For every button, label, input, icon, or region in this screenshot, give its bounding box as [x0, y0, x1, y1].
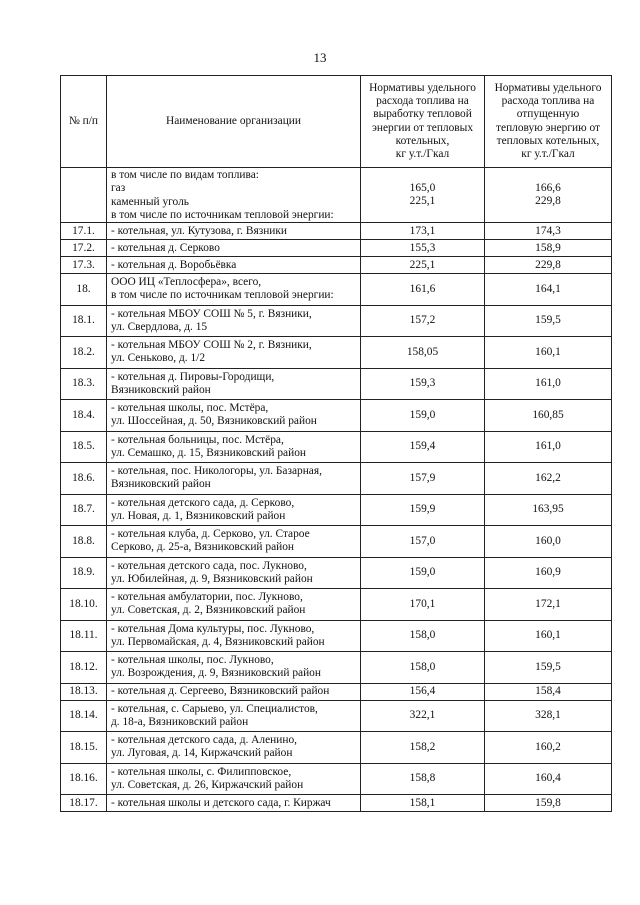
organization-name-line: - котельная клуба, д. Серково, ул. Старое	[111, 528, 310, 541]
table-row	[61, 620, 612, 652]
table-row	[61, 683, 612, 700]
row-num: 18.13.	[61, 683, 107, 700]
organization-name-line: ООО ИЦ «Теплосфера», всего,	[111, 276, 262, 289]
organization-name	[107, 557, 361, 589]
row-num: 18.7.	[61, 494, 107, 526]
row-num: 17.2.	[61, 240, 107, 257]
production-norm: 159,3	[361, 368, 485, 400]
organization-name	[107, 223, 361, 240]
organization-name	[107, 257, 361, 274]
header-release-line: тепловую энергию от	[496, 121, 600, 134]
fuel-release-value: 229,8	[535, 195, 561, 208]
row-num: 18.14.	[61, 700, 107, 732]
production-norm: 158,1	[361, 795, 485, 812]
organization-name-line: - котельная МБОУ СОШ № 2, г. Вязники,	[111, 339, 312, 352]
header-release-line: тепловых котельных,	[496, 134, 600, 147]
table-row	[61, 368, 612, 400]
production-norm: 155,3	[361, 240, 485, 257]
organization-name-line: - котельная детского сада, пос. Лукново,	[111, 559, 307, 572]
organization-name-line: - котельная детского сада, д. Аленино,	[111, 734, 297, 747]
table-row	[61, 431, 612, 463]
release-norm: 162,2	[485, 463, 612, 495]
production-norm: 158,05	[361, 337, 485, 369]
organization-name	[107, 368, 361, 400]
row-num: 17.3.	[61, 257, 107, 274]
production-norm: 156,4	[361, 683, 485, 700]
production-norm: 157,0	[361, 526, 485, 558]
row-num: 18.3.	[61, 368, 107, 400]
table-row	[61, 557, 612, 589]
header-release-line: расхода топлива на	[501, 94, 595, 107]
organization-name-line: - котельная школы и детского сада, г. Киржач	[111, 796, 331, 809]
release-norm: 159,5	[485, 652, 612, 684]
row-num: 18.6.	[61, 463, 107, 495]
organization-name-line: - котельная Дома культуры, пос. Лукново,	[111, 622, 315, 635]
organization-name-line: ул. Юбилейная, д. 9, Вязниковский район	[111, 572, 313, 585]
organization-name	[107, 337, 361, 369]
fuel-type-line: в том числе по источникам тепловой энергии:	[111, 208, 334, 221]
production-norm: 159,9	[361, 494, 485, 526]
organization-name-line: ул. Семашко, д. 15, Вязниковский район	[111, 446, 307, 459]
organization-name-line: - котельная, с. Сарыево, ул. Специалистов,	[111, 702, 318, 715]
table-row	[61, 795, 612, 812]
production-norm: 158,8	[361, 763, 485, 795]
organization-name	[107, 763, 361, 795]
row-num: 17.1.	[61, 223, 107, 240]
organization-name-line: ул. Возрождения, д. 9, Вязниковский район	[111, 667, 321, 680]
organization-name-line: ул. Сеньково, д. 1/2	[111, 352, 206, 365]
organization-name-line: - котельная школы, пос. Лукново,	[111, 654, 274, 667]
organization-name	[107, 431, 361, 463]
organization-name-line: - котельная школы, пос. Мстёра,	[111, 402, 269, 415]
release-norm: 160,4	[485, 763, 612, 795]
production-norm: 158,2	[361, 732, 485, 764]
release-norm: 164,1	[485, 274, 612, 306]
table-row	[61, 223, 612, 240]
release-norm: 160,0	[485, 526, 612, 558]
organization-name-line: - котельная детского сада, д. Серково,	[111, 496, 295, 509]
production-norm: 225,1	[361, 257, 485, 274]
organization-name-line: - котельная МБОУ СОШ № 5, г. Вязники,	[111, 307, 312, 320]
row-num: 18.15.	[61, 732, 107, 764]
fuel-type-row	[61, 168, 612, 223]
table-row	[61, 589, 612, 621]
header-release-line: кг у.т./Гкал	[521, 148, 575, 161]
organization-name-line: - котельная больницы, пос. Мстёра,	[111, 433, 284, 446]
header-release	[485, 76, 612, 168]
production-norm: 173,1	[361, 223, 485, 240]
production-norm: 170,1	[361, 589, 485, 621]
row-num: 18.	[61, 274, 107, 306]
release-norm: 159,8	[485, 795, 612, 812]
release-norm: 159,5	[485, 305, 612, 337]
row-num: 18.9.	[61, 557, 107, 589]
release-norm: 161,0	[485, 368, 612, 400]
organization-name-line: ул. Свердлова, д. 15	[111, 320, 208, 333]
organization-name-line: - котельная д. Пировы-Городищи,	[111, 370, 275, 383]
row-num: 18.10.	[61, 589, 107, 621]
release-norm: 160,1	[485, 337, 612, 369]
organization-name-line: ул. Советская, д. 2, Вязниковский район	[111, 604, 306, 617]
row-num: 18.5.	[61, 431, 107, 463]
fuel-type-lines	[107, 168, 361, 223]
table-row	[61, 700, 612, 732]
table-row	[61, 652, 612, 684]
header-release-line: отпущенную	[516, 108, 580, 121]
organization-name	[107, 620, 361, 652]
organization-name	[107, 463, 361, 495]
header-release-line: Нормативы удельного	[494, 81, 602, 94]
table-row	[61, 400, 612, 432]
organization-name-line: Вязниковский район	[111, 478, 211, 491]
row-num: 18.8.	[61, 526, 107, 558]
organization-name-line: - котельная д. Серково	[111, 241, 220, 254]
organization-name	[107, 732, 361, 764]
organization-name	[107, 305, 361, 337]
release-norm: 158,9	[485, 240, 612, 257]
organization-name-line: - котельная д. Сергеево, Вязниковский район	[111, 685, 330, 698]
header-production-line: энергии от тепловых	[371, 121, 474, 134]
organization-name-line: ул. Советская, д. 26, Киржачский район	[111, 778, 304, 791]
fuel-release-values	[485, 168, 612, 223]
table-row	[61, 240, 612, 257]
row-num: 18.17.	[61, 795, 107, 812]
page-number: 13	[313, 50, 327, 65]
fuel-production-value: 165,0	[409, 182, 436, 194]
production-norm: 322,1	[361, 700, 485, 732]
fuel-type-line: в том числе по видам топлива:	[111, 169, 259, 181]
organization-name	[107, 795, 361, 812]
header-production	[361, 76, 485, 168]
production-norm: 157,9	[361, 463, 485, 495]
organization-name	[107, 494, 361, 526]
release-norm: 328,1	[485, 700, 612, 732]
table-row	[61, 305, 612, 337]
table-header-row	[61, 76, 612, 168]
production-norm: 157,2	[361, 305, 485, 337]
organization-name-line: д. 18-а, Вязниковский район	[111, 715, 249, 728]
organization-name-line: ул. Новая, д. 1, Вязниковский район	[111, 509, 286, 522]
release-norm: 163,95	[485, 494, 612, 526]
release-norm: 160,85	[485, 400, 612, 432]
table-row	[61, 274, 612, 306]
production-norm: 159,0	[361, 557, 485, 589]
row-num: 18.16.	[61, 763, 107, 795]
organization-name-line: ул. Первомайская, д. 4, Вязниковский район	[111, 635, 325, 648]
fuel-type-line: каменный уголь	[111, 195, 189, 208]
header-name: Наименование организации	[107, 76, 361, 168]
organization-name	[107, 240, 361, 257]
production-norm: 158,0	[361, 620, 485, 652]
organization-name-line: ул. Луговая, д. 14, Киржачский район	[111, 747, 293, 760]
organization-name-line: ул. Шоссейная, д. 50, Вязниковский район	[111, 415, 317, 428]
release-norm: 161,0	[485, 431, 612, 463]
release-norm: 174,3	[485, 223, 612, 240]
organization-name	[107, 526, 361, 558]
release-norm: 160,9	[485, 557, 612, 589]
organization-name	[107, 700, 361, 732]
release-norm: 229,8	[485, 257, 612, 274]
table-row	[61, 763, 612, 795]
fuel-norms-table	[60, 75, 612, 812]
organization-name-line: - котельная, ул. Кутузова, г. Вязники	[111, 224, 288, 237]
organization-name-line: - котельная, пос. Никологоры, ул. Базарная,	[111, 465, 322, 478]
production-norm: 159,4	[361, 431, 485, 463]
table-row	[61, 337, 612, 369]
row-num	[61, 168, 107, 223]
production-norm: 158,0	[361, 652, 485, 684]
fuel-production-values	[361, 168, 485, 223]
row-num: 18.12.	[61, 652, 107, 684]
organization-name-line: - котельная д. Воробьёвка	[111, 258, 237, 271]
header-production-line: кг у.т./Гкал	[395, 148, 450, 161]
row-num: 18.11.	[61, 620, 107, 652]
row-num: 18.1.	[61, 305, 107, 337]
fuel-production-value: 225,1	[409, 195, 436, 208]
header-production-line: выработку тепловой	[373, 108, 472, 121]
organization-name-line: - котельная амбулатории, пос. Лукново,	[111, 591, 303, 604]
production-norm: 161,6	[361, 274, 485, 306]
header-num: № п/п	[61, 76, 107, 168]
organization-name	[107, 589, 361, 621]
header-production-line: Нормативы удельного	[369, 81, 476, 94]
table-row	[61, 494, 612, 526]
release-norm: 160,1	[485, 620, 612, 652]
fuel-type-line: газ	[111, 182, 126, 195]
organization-name-line: Вязниковский район	[111, 383, 211, 396]
production-norm: 159,0	[361, 400, 485, 432]
header-production-line: расхода топлива на	[376, 94, 469, 107]
organization-name	[107, 652, 361, 684]
release-norm: 158,4	[485, 683, 612, 700]
row-num: 18.4.	[61, 400, 107, 432]
table-row	[61, 257, 612, 274]
organization-name	[107, 400, 361, 432]
row-num: 18.2.	[61, 337, 107, 369]
organization-name-line: в том числе по источникам тепловой энергии:	[111, 289, 334, 302]
organization-name-line: Серково, д. 25-а, Вязниковский район	[111, 541, 295, 554]
organization-name	[107, 274, 361, 306]
header-production-line: котельных,	[395, 134, 450, 147]
table-row	[61, 463, 612, 495]
table-row	[61, 732, 612, 764]
table-row	[61, 526, 612, 558]
organization-name-line: - котельная школы, с. Филипповское,	[111, 765, 292, 778]
release-norm: 160,2	[485, 732, 612, 764]
organization-name	[107, 683, 361, 700]
fuel-release-value: 166,6	[535, 182, 561, 194]
release-norm: 172,1	[485, 589, 612, 621]
